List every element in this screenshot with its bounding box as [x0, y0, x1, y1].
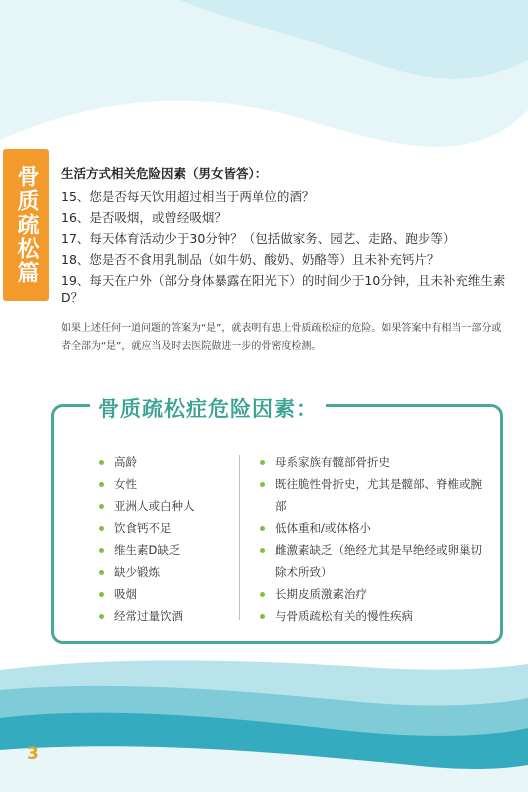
- advice-note: 如果上述任何一道问题的答案为“是”，就表明有患上骨质疏松症的危险。如果答案中有相当一部分或者全部为“是”，就应当及时去医院做进一步的骨密度检测。: [61, 323, 502, 352]
- section-tab: [3, 149, 49, 301]
- risk-item: 与骨质疏松有关的慢性疾病: [257, 605, 487, 627]
- risk-item: 雌激素缺乏（绝经尤其是早绝经或卵巢切除术所致）: [257, 539, 487, 583]
- bullet-icon: [260, 526, 265, 531]
- bullet-icon: [99, 460, 104, 465]
- risk-item: 女性: [96, 473, 195, 495]
- question-item: 15、您是否每天饮用超过相当于两单位的酒？: [61, 189, 315, 204]
- bullet-icon: [99, 592, 104, 597]
- risk-item: 吸烟: [96, 583, 195, 605]
- risk-item: 缺少锻炼: [96, 561, 195, 583]
- bullet-icon: [99, 482, 104, 487]
- bullet-icon: [260, 460, 265, 465]
- bullet-icon: [260, 614, 265, 619]
- risk-item: 经常过量饮酒: [96, 605, 195, 627]
- question-item: 16、是否吸烟，或曾经吸烟？: [61, 210, 227, 225]
- question-item: 19、每天在户外（部分身体暴露在阳光下）的时间少于10分钟，且未补充维生素D？: [61, 273, 506, 305]
- lifestyle-heading: 生活方式相关危险因素（男女皆答）：: [61, 166, 268, 181]
- bullet-icon: [260, 592, 265, 597]
- bullet-icon: [260, 548, 265, 553]
- bullet-icon: [99, 526, 104, 531]
- bullet-icon: [99, 504, 104, 509]
- risk-list-right: [257, 451, 487, 627]
- risk-item: 高龄: [96, 451, 195, 473]
- bullet-icon: [99, 614, 104, 619]
- question-list: [61, 186, 511, 306]
- bullet-icon: [99, 570, 104, 575]
- bullet-icon: [99, 548, 104, 553]
- section-tab-label: 骨质疏松篇: [14, 165, 39, 285]
- risk-factor-title: 骨质疏松症危险因素：: [90, 393, 326, 423]
- risk-item: 低体重和/或体格小: [257, 517, 487, 539]
- bullet-icon: [260, 482, 265, 487]
- risk-item: 饮食钙不足: [96, 517, 195, 539]
- column-divider: [239, 455, 240, 620]
- risk-item: 维生素D缺乏: [96, 539, 195, 561]
- question-item: 18、您是否不食用乳制品（如牛奶、酸奶、奶酪等）且未补充钙片？: [61, 252, 440, 267]
- question-item: 17、每天体育活动少于30分钟？（包括做家务、园艺、走路、跑步等）: [61, 231, 456, 246]
- risk-item: 既往脆性骨折史，尤其是髋部、脊椎或腕部: [257, 473, 487, 517]
- page-number: 3: [27, 744, 39, 764]
- risk-item: 长期皮质激素治疗: [257, 583, 487, 605]
- risk-list-left: [96, 451, 195, 627]
- risk-item: 亚洲人或白种人: [96, 495, 195, 517]
- risk-item: 母系家族有髋部骨折史: [257, 451, 487, 473]
